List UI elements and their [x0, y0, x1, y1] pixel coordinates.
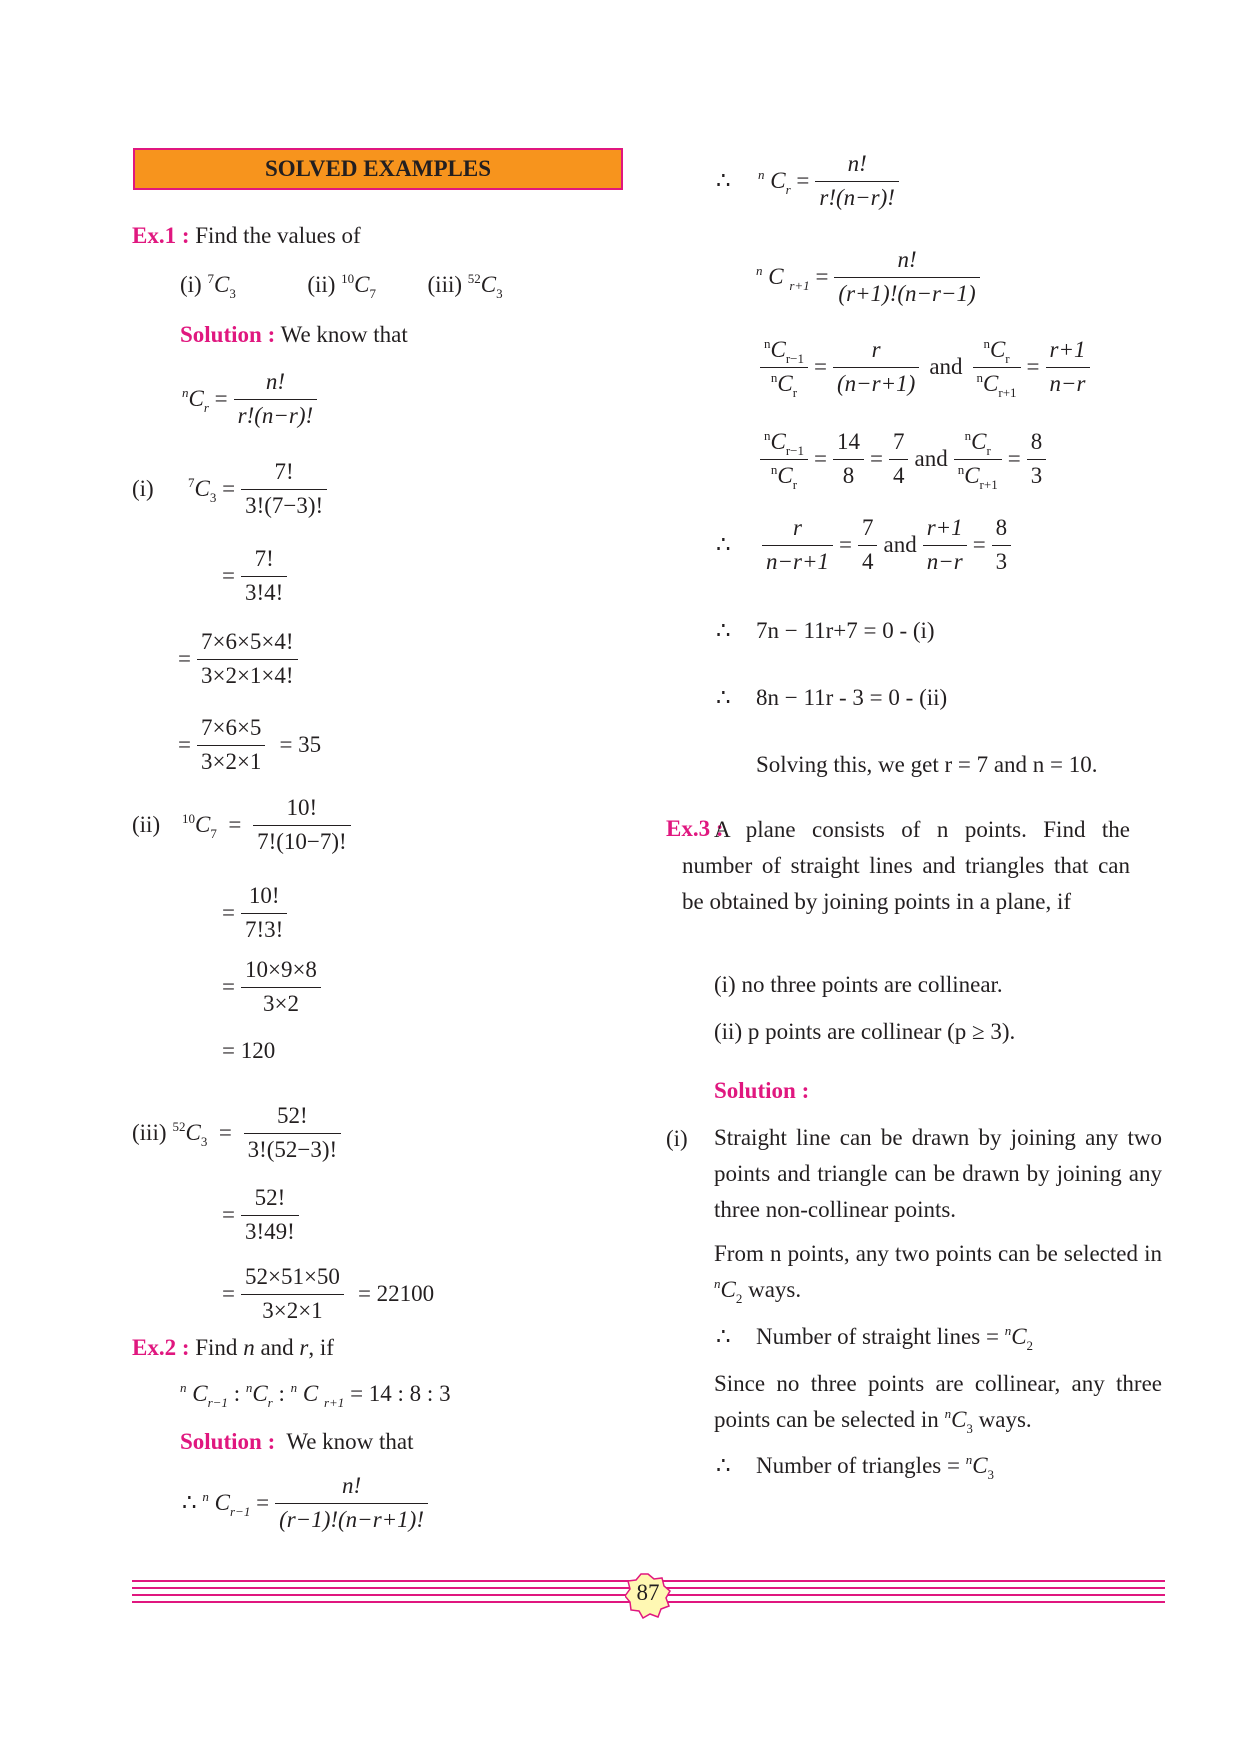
v8: 8 — [842, 462, 855, 488]
part-iii-step3: = $\frac{52\times 51\times 50}{3\times 2\times 1}$ = 22100 — [222, 1263, 434, 1326]
f3-num: n! — [834, 246, 979, 278]
p2-s2d: 7!3! — [244, 916, 284, 942]
ex2-ratio: $^n$ $C_{r-1}$ : $^nC_r$ : $^n$ C $_{r+1}$ = 14 : 8 : 3 — [180, 1380, 451, 1410]
f3-den: (r+1)!(n−r−1) — [838, 280, 976, 306]
part-i-marker: (i) — [132, 476, 154, 502]
part-ii-step1: (ii) $^{10}C_7$ = $\frac{10!}{7!(10-7)!}$ — [132, 794, 351, 857]
f2-num: n! — [815, 150, 899, 182]
p1-s3n: 7×6×5×4! — [197, 628, 298, 660]
v7: 7 — [889, 428, 909, 460]
ex2-text-b: and — [254, 1335, 300, 1360]
ex2-solution — [180, 1428, 414, 1456]
ex3-p5-text: Number of triangles = — [756, 1453, 966, 1478]
f1-den: (r−1)!(n−r+1)! — [279, 1506, 424, 1532]
p1-s2n: 7! — [241, 545, 287, 577]
r1-num: r — [833, 336, 919, 368]
p1-num: 7! — [241, 458, 327, 490]
ex1-label: Ex.1 : — [132, 223, 190, 248]
part-i-label: (i) — [180, 272, 202, 297]
part-ii-step3: = $\frac{10\times 9\times 8}{3\times 2}$ — [222, 956, 321, 1019]
f1-num: n! — [275, 1472, 428, 1504]
ex2-text-c: , if — [308, 1335, 334, 1360]
p3-den: 3!(52−3)! — [247, 1136, 338, 1162]
formula-num: n! — [234, 368, 318, 400]
ex3-p1: Straight line can be drawn by joining any two points and triangle can be drawn by joining any three non-collinear points. — [714, 1125, 1162, 1222]
p1-s3d: 3×2×1×4! — [200, 662, 294, 688]
ex3-p2a: From n points, any two points can be selected in — [714, 1241, 1162, 1266]
part-i-step2: = $\frac{7!}{3!4!}$ — [222, 545, 287, 608]
ratio-value: = 14 : 8 : 3 — [350, 1381, 451, 1406]
page-number: 87 — [636, 1580, 660, 1605]
p2-s2n: 10! — [241, 882, 287, 914]
formula-den: r!(n−r)! — [237, 402, 314, 428]
eq2: 8n − 11r - 3 = 0 - (ii) — [756, 685, 948, 710]
v8b: 8 — [1027, 428, 1047, 460]
ex3-label-text: Ex.3 : — [666, 816, 724, 841]
ex3-case1: (i) no three points are collinear. — [714, 972, 1003, 997]
ex1-text: Find the values of — [195, 223, 361, 248]
section-banner: SOLVED EXAMPLES — [133, 148, 623, 190]
ex3-p5: ∴ Number of triangles = $^nC_3$ — [716, 1452, 995, 1482]
f2-den: r!(n−r)! — [819, 184, 895, 210]
ncr-formula: $^nC_r$ = $\frac{n!}{r!(n-r)!}$ — [182, 368, 317, 431]
v14: 14 — [833, 428, 864, 460]
ex2-formula-2: ∴ $^n$ $C_r$ = $\frac{n!}{r!(n-r)!}$ — [716, 150, 899, 213]
ex2-label: Ex.2 : — [132, 1335, 190, 1360]
ex3-sol-label: Solution : — [714, 1078, 810, 1103]
p3-s2n: 52! — [241, 1184, 299, 1216]
ex3-p2b: ways. — [742, 1277, 802, 1302]
p3-num: 52! — [244, 1102, 342, 1134]
part-iii-marker: (iii) — [132, 1120, 167, 1146]
ex2-solution-label: Solution : — [180, 1429, 276, 1454]
r1-num-b: r — [762, 514, 833, 546]
solving-line: Solving this, we get r = 7 and n = 10. — [756, 752, 1098, 777]
p2-s3d: 3×2 — [262, 990, 299, 1016]
ex3-text: A plane consists of n points. Find the number of straight lines and triangles that can be obtained by joining points in a plane, if — [682, 817, 1130, 914]
part-ii-marker: (ii) — [132, 812, 161, 838]
ex3-sol-i-marker: (i) — [666, 1126, 688, 1151]
part-ii-result: = 120 — [222, 1038, 276, 1063]
p1-s4n: 7×6×5 — [197, 714, 265, 746]
ex3-p4: Since no three points are collinear, any three points can be selected in $^nC_3$ ways. — [714, 1371, 1162, 1436]
part-i-step4: = $\frac{7\times 6\times 5}{3\times 2\times 1}$ = 35 — [178, 714, 321, 777]
ex3-p3-text: Number of straight lines = — [756, 1324, 1005, 1349]
ex2-ratio-simplified: ∴ $\frac{r}{n-r+1}$ = $\frac{7}{4}$ and $\frac{r+1}{n-r}$ = $\frac{8}{3}$ — [716, 514, 1011, 577]
ex1-solution-text: We know that — [280, 322, 408, 347]
ex2-ratios: $\frac{^nC_{r-1}}{^nC_r}$ = $\frac{r}{(n-r+1)}$ and $\frac{^nC_r}{^nC_{r+1}}$ = $\frac{r+1}{n-r}$ — [760, 336, 1090, 399]
ex1-solution — [180, 321, 408, 349]
ex3-p4a: Since no three points are collinear, any three points can be selected in — [714, 1371, 1162, 1432]
p3-result: = 22100 — [357, 1281, 435, 1307]
part-ii-step2: = $\frac{10!}{7!3!}$ — [222, 882, 287, 945]
p1-result: = 35 — [279, 732, 322, 758]
part-iii-label: (iii) — [427, 272, 463, 297]
p1-den: 3!(7−3)! — [245, 492, 324, 518]
p2-s3n: 10×9×8 — [241, 956, 321, 988]
ex2-solution-text: We know that — [286, 1429, 414, 1454]
eq1: 7n − 11r+7 = 0 - (i) — [756, 618, 935, 643]
r2-num-b: r+1 — [923, 514, 967, 546]
p2-den: 7!(10−7)! — [257, 828, 347, 854]
part-i-step1: (i) $^7C_3$ = $\frac{7!}{3!(7-3)!}$ — [132, 458, 327, 521]
p3-s2d: 3!49! — [244, 1218, 295, 1244]
and-3: and — [883, 532, 917, 558]
ex3-p2: From n points, any two points can be selected in $^nC_2$ ways. — [714, 1241, 1162, 1306]
and-1: and — [929, 354, 963, 380]
ex2-text-a: Find — [195, 1335, 244, 1360]
r2-num: r+1 — [1046, 336, 1090, 368]
ex2-text-n: n — [243, 1335, 255, 1360]
ex2-ratio-values: $\frac{^nC_{r-1}}{^nC_r}$ = $\frac{14}{8}$ = $\frac{7}{4}$ and $\frac{^nC_r}{^nC_{r+1}}$ = $\frac{8}{3}$ — [760, 428, 1046, 491]
eq2-row: ∴ 8n − 11r - 3 = 0 - (ii) — [716, 685, 948, 710]
v4: 4 — [892, 462, 905, 488]
ex3-p4b: ways. — [972, 1407, 1032, 1432]
p2-num: 10! — [253, 794, 351, 826]
p3-s3n: 52×51×50 — [241, 1263, 344, 1295]
v3: 3 — [1030, 462, 1043, 488]
r2-den-b: n−r — [926, 548, 963, 574]
r1-den: (n−r+1) — [837, 370, 916, 396]
ex1-parts: (i) $^7C_3$ (ii) $^{10}C_7$ (iii) $^{52}C_3$ — [180, 271, 503, 301]
ex1-heading — [132, 222, 361, 250]
p3-s3d: 3×2×1 — [262, 1297, 323, 1323]
ex2-text-r: r — [299, 1335, 309, 1360]
ex2-formula-1: ∴ $^n$ $C_{r-1}$ = $\frac{n!}{(r-1)!(n-r+1)!}$ — [182, 1472, 428, 1535]
ex3-case2: (ii) p points are collinear (p ≥ 3). — [714, 1019, 1016, 1044]
p1-s4d: 3×2×1 — [200, 748, 262, 774]
r2-den: n−r — [1049, 370, 1086, 396]
ex2-formula-3: $^n$ C $_{r+1}$ = $\frac{n!}{(r+1)!(n-r-1)}$ — [756, 246, 980, 309]
and-2: and — [914, 446, 948, 472]
part-iii-step2: = $\frac{52!}{3!49!}$ — [222, 1184, 299, 1247]
ex1-solution-label: Solution : — [180, 322, 276, 347]
part-iii-step1: (iii) $^{52}C_3$ = $\frac{52!}{3!(52-3)!}$ — [132, 1102, 341, 1165]
ex2-heading — [132, 1334, 334, 1362]
ex3-solution-label — [714, 1077, 809, 1105]
ex3-p3: ∴ Number of straight lines = $^nC_2$ — [716, 1323, 1034, 1353]
part-ii-label: (ii) — [307, 272, 336, 297]
p1-s2d: 3!4! — [244, 579, 284, 605]
eq1-row: ∴ 7n − 11r+7 = 0 - (i) — [716, 618, 935, 643]
part-i-step3: = $\frac{7\times 6\times 5\times 4!}{3\times 2\times 1\times 4!}$ — [178, 628, 298, 691]
